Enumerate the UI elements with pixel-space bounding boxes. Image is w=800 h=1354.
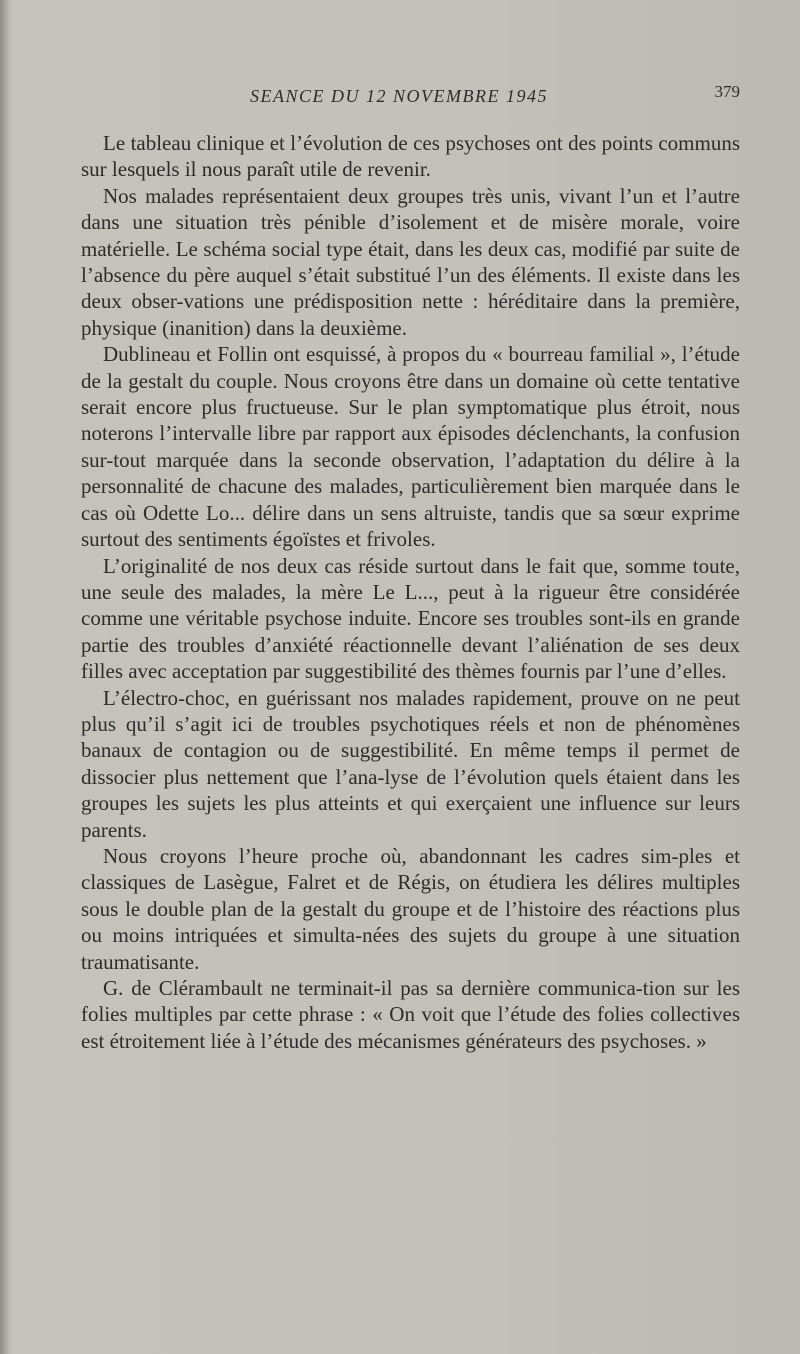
page-number: 379 <box>714 82 740 101</box>
body-text <box>81 130 740 1054</box>
paragraph: L’électro-choc, en guérissant nos malades rapidement, prouve on ne peut plus qu’il s’agit ici de troubles psychotiques réels et non de phénomènes banaux de contagion ou de suggestibilité. En même temps il permet de dissocier plus nettement que l’ana-lyse de l’évolution quels étaient dans les groupes les sujets les plus atteints et qui exerçaient une influence sur leurs parents. <box>81 685 740 842</box>
paragraph: Nous croyons l’heure proche où, abandonnant les cadres sim-ples et classiques de Lasègue, Falret et de Régis, on étudiera les délires multiples sous le double plan de la gestalt du groupe et de l’histoire des réactions plus ou moins intriquées et simulta-nées des sujets du groupe à une situation traumatisante. <box>81 843 740 974</box>
paragraph: Dublineau et Follin ont esquissé, à propos du « bourreau familial », l’étude de la gestalt du couple. Nous croyons être dans un domaine où cette tentative serait encore plus fructueuse. Sur le plan symptomatique plus étroit, nous noterons l’intervalle libre par rapport aux épisodes déclenchants, la confusion sur-tout marquée dans la seconde observation, l’adaptation du délire à la personnalité de chacune des malades, particulièrement bien marquée dans le cas où Odette Lo... délire dans un sens altruiste, tandis que sa sœur exprime surtout des sentiments égoïstes et frivoles. <box>81 342 740 552</box>
paragraph: Nos malades représentaient deux groupes très unis, vivant l’un et l’autre dans une situation très pénible d’isolement et de misère morale, voire matérielle. Le schéma social type était, dans les deux cas, modifié par suite de l’absence du père auquel s’était substitué l’un des éléments. Il existe dans les deux obser-vations une prédisposition nette : héréditaire dans la première, physique (inanition) dans la deuxième. <box>81 183 740 340</box>
paragraph: L’originalité de nos deux cas réside surtout dans le fait que, somme toute, une seule des malades, la mère Le L..., peut à la rigueur être considérée comme une véritable psychose induite. Encore ses troubles sont-ils en grande partie des troubles d’anxiété réactionnelle devant l’aliénation de ses deux filles avec acceptation par suggestibilité des thèmes fournis par l’une d’elles. <box>81 553 740 684</box>
paragraph: G. de Clérambault ne terminait-il pas sa dernière communica-tion sur les folies multiples par cette phrase : « On voit que l’étude des folies collectives est étroitement liée à l’étude des mécanismes générateurs des psychoses. » <box>81 976 740 1053</box>
page-header <box>80 82 740 112</box>
binding-edge <box>0 0 8 1354</box>
paragraph: Le tableau clinique et l’évolution de ces psychoses ont des points communs sur lesquels il nous paraît utile de revenir. <box>81 131 740 182</box>
running-title: SEANCE DU 12 NOVEMBRE 1945 <box>250 86 548 106</box>
